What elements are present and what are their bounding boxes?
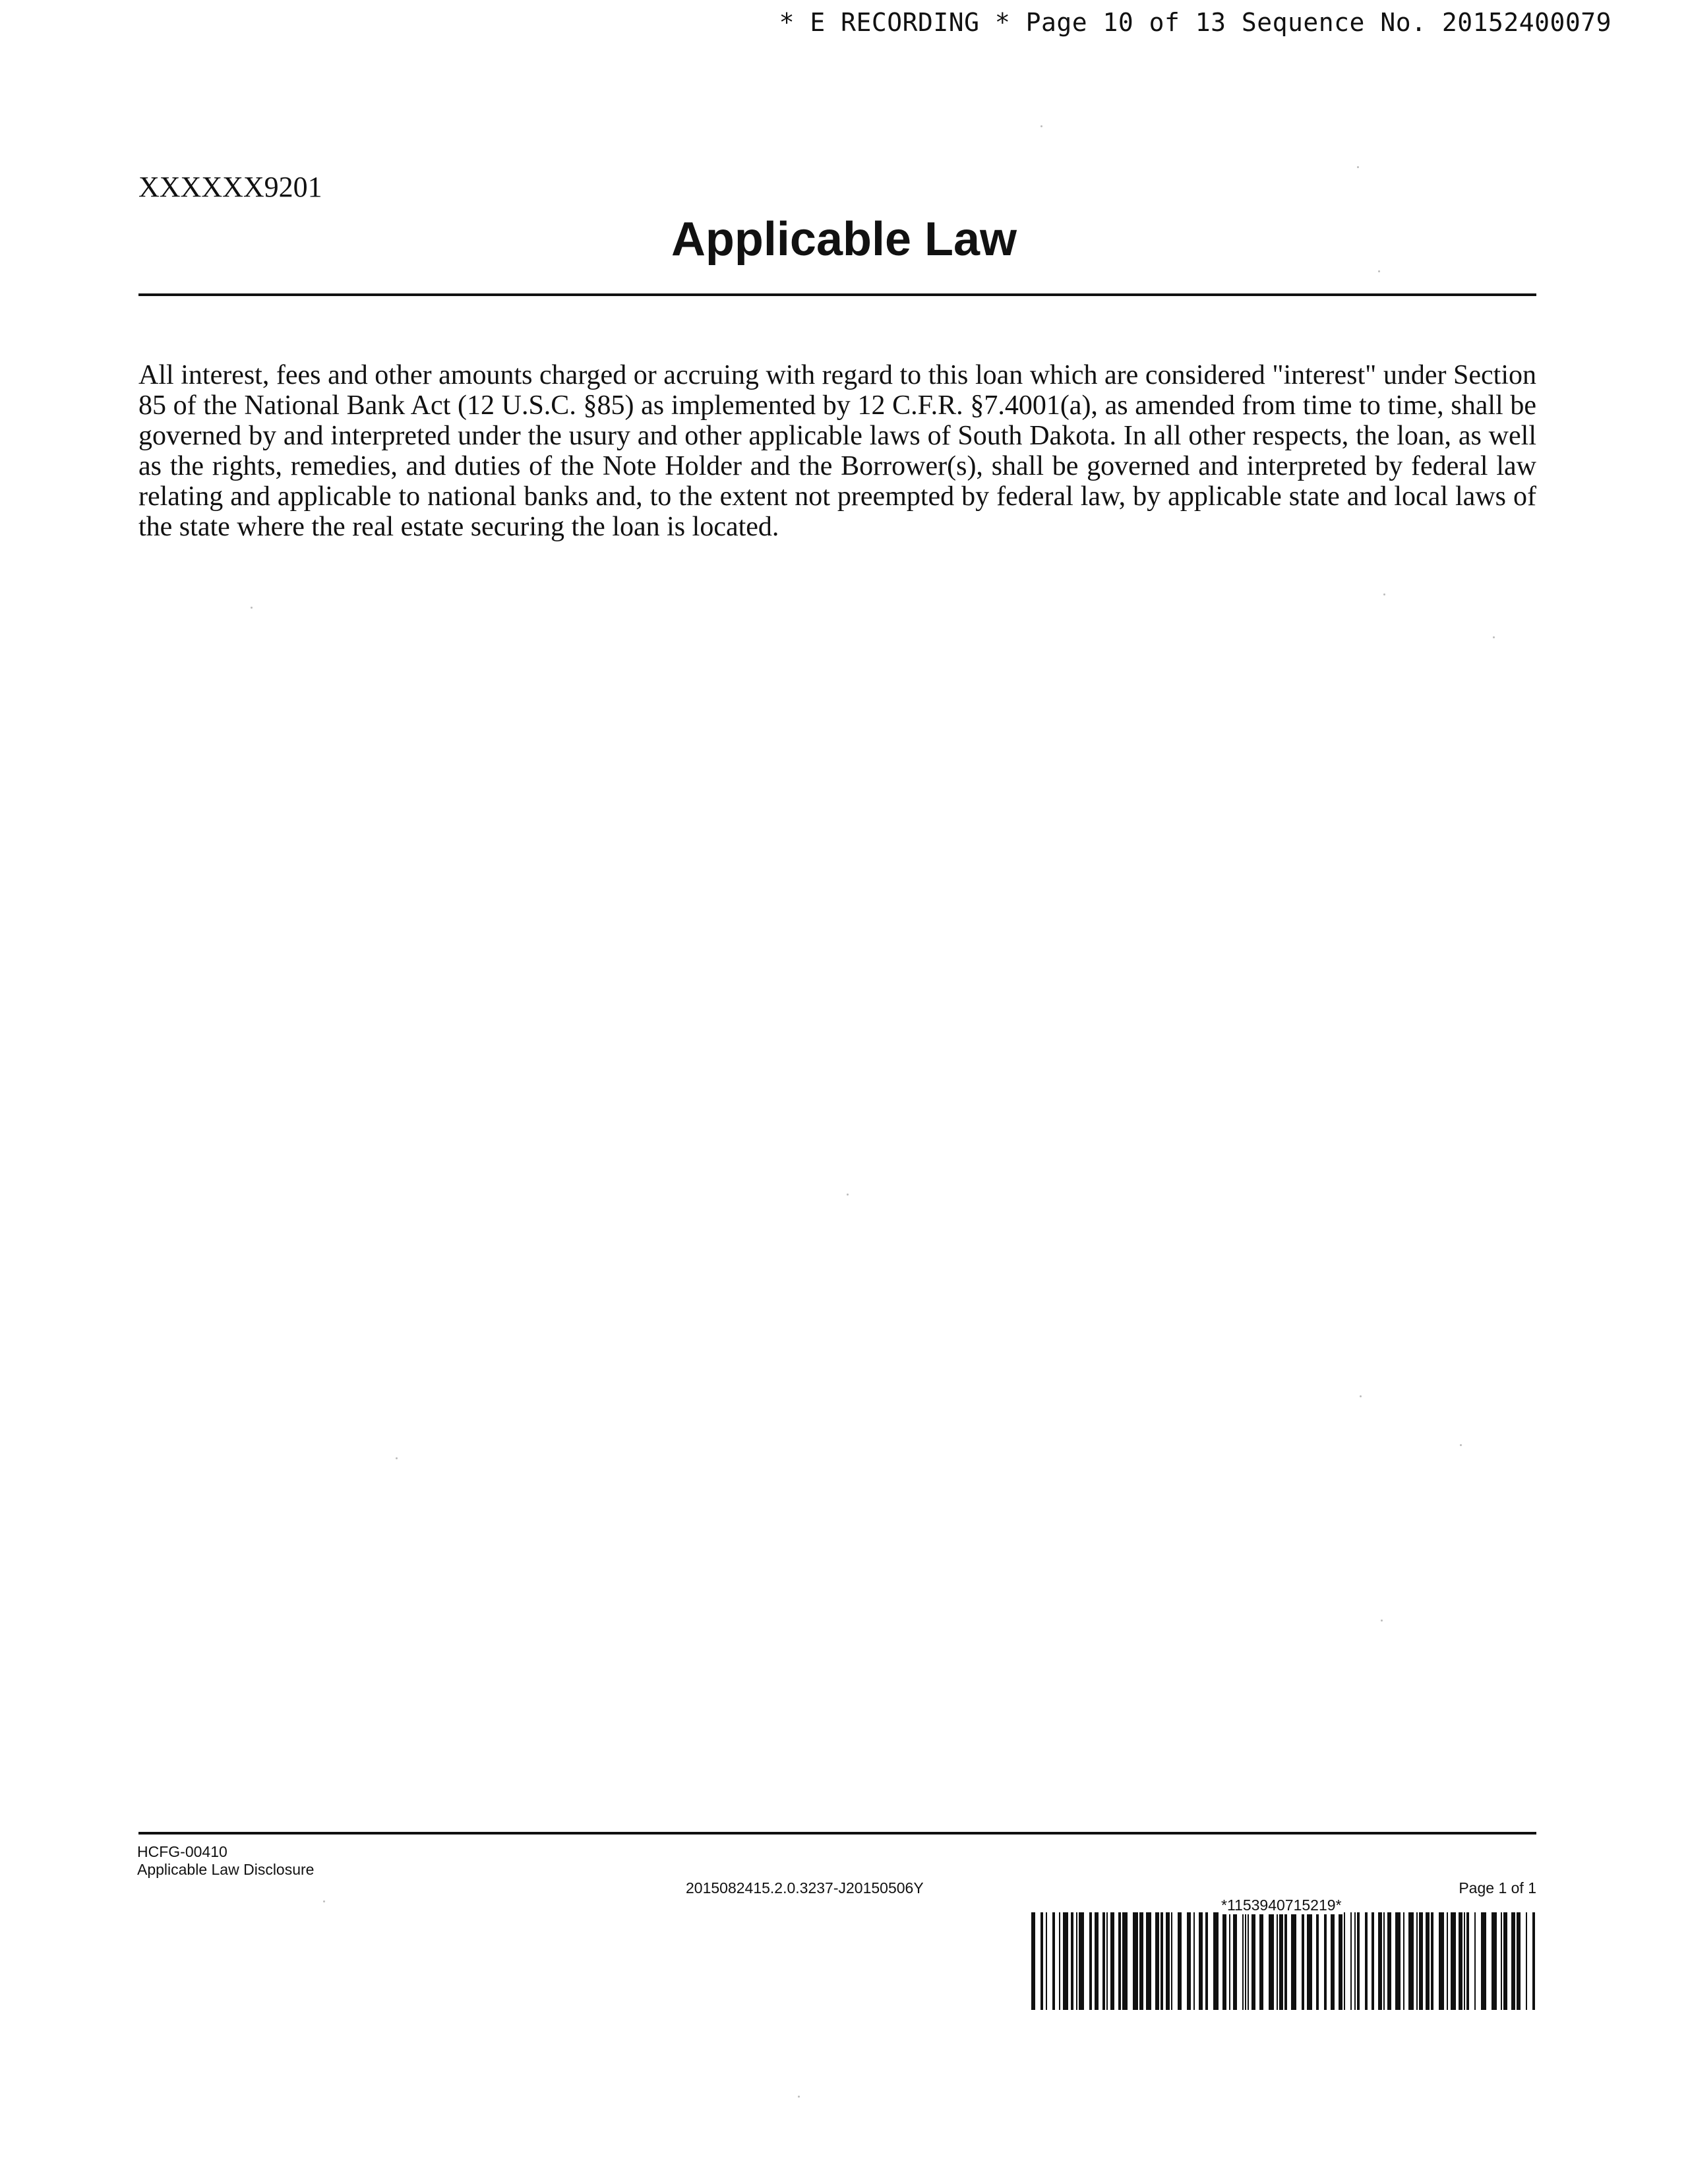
footer-page-number: Page 1 of 1 [1459,1879,1536,1896]
scan-speck [1381,1620,1383,1622]
scan-speck [1357,166,1359,168]
scan-speck [847,1194,849,1196]
page-title: Applicable Law [671,213,1017,266]
title-divider [138,293,1536,296]
scan-speck [798,2096,800,2098]
recording-header: * E RECORDING * Page 10 of 13 Sequence No. 20152400079 [779,8,1612,37]
footer-form-name: Applicable Law Disclosure [137,1861,315,1878]
scan-speck [1040,125,1042,127]
footer-form-id: HCFG-00410 [137,1843,227,1860]
scan-speck [1378,270,1380,272]
account-number: XXXXXX9201 [138,171,322,203]
scan-speck [1383,593,1385,595]
barcode-label: *1153940715219* [1221,1896,1342,1914]
scan-speck [1460,1444,1462,1446]
barcode-icon [1031,1912,1536,2010]
scan-speck [323,1900,325,1902]
scan-speck [1360,1395,1362,1397]
footer-document-code: 2015082415.2.0.3237-J20150506Y [686,1879,924,1896]
disclosure-body: All interest, fees and other amounts charged or accruing with regard to this loan which are considered "interest" under Section 85 of the National Bank Act (12 U.S.C. §85) as implemented by 12 C.F.R. §7.4001(a), as amended from time to time, shall be governed by and interpreted under the usury and other applicable laws of South Dakota. In all other respects, the loan, as well as the rights, remedies, and duties of the Note Holder and the Borrower(s), shall be governed and interpreted by federal law relating and applicable to national banks and, to the extent not preempted by federal law, by applicable state and local laws of the state where the real estate securing the loan is located. [138,360,1536,542]
scan-speck [251,607,253,609]
scan-speck [1493,636,1495,638]
footer-divider [138,1832,1536,1835]
scan-speck [396,1457,398,1459]
